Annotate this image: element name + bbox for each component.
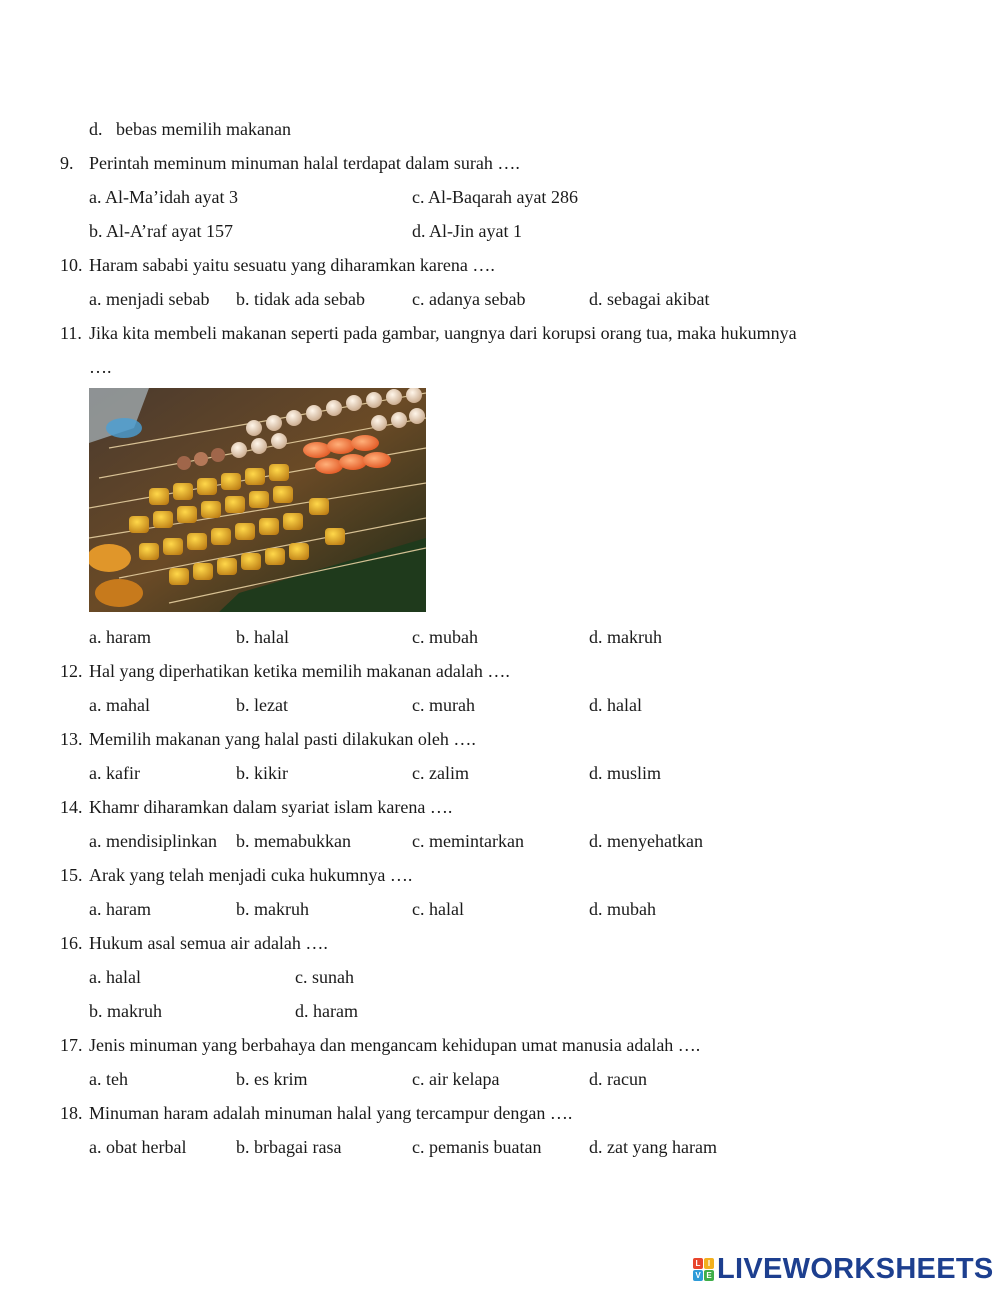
question-number: 15. <box>60 865 83 885</box>
question-text: Arak yang telah menjadi cuka hukumnya …. <box>89 865 413 885</box>
question-number: 17. <box>60 1035 83 1055</box>
q13-option-b[interactable]: b. kikir <box>236 763 288 783</box>
q13-option-d[interactable]: d. muslim <box>589 763 662 783</box>
q10-option-b[interactable]: b. tidak ada sebab <box>236 289 365 309</box>
q18-option-b[interactable]: b. brbagai rasa <box>236 1137 342 1157</box>
question-text: Minuman haram adalah minuman halal yang tercampur dengan …. <box>89 1103 573 1123</box>
q12-option-d[interactable]: d. halal <box>589 695 642 715</box>
question-text: Khamr diharamkan dalam syariat islam karena …. <box>89 797 453 817</box>
question-text: Jika kita membeli makanan seperti pada gambar, uangnya dari korupsi orang tua, maka hukumnya <box>89 323 797 343</box>
q15-option-c[interactable]: c. halal <box>412 899 464 919</box>
question-text: Hukum asal semua air adalah …. <box>89 933 328 953</box>
q18-option-a[interactable]: a. obat herbal <box>89 1137 187 1157</box>
q15-option-b[interactable]: b. makruh <box>236 899 309 919</box>
q10-option-d[interactable]: d. sebagai akibat <box>589 289 710 309</box>
question-number: 11. <box>60 323 82 343</box>
q12-option-a[interactable]: a. mahal <box>89 695 150 715</box>
question-text: Jenis minuman yang berbahaya dan mengancam kehidupan umat manusia adalah …. <box>89 1035 701 1055</box>
question-number: 14. <box>60 797 83 817</box>
q14-option-a[interactable]: a. mendisiplinkan <box>89 831 217 851</box>
q17-option-b[interactable]: b. es krim <box>236 1069 308 1089</box>
q15-option-a[interactable]: a. haram <box>89 899 151 919</box>
q8-option-d-label: d. <box>89 119 103 139</box>
q14-option-d[interactable]: d. menyehatkan <box>589 831 703 851</box>
question-number: 13. <box>60 729 83 749</box>
q14-option-c[interactable]: c. memintarkan <box>412 831 524 851</box>
question-text: Hal yang diperhatikan ketika memilih makanan adalah …. <box>89 661 510 681</box>
liveworksheets-logo-icon: L I V E <box>693 1258 714 1281</box>
q10-option-a[interactable]: a. menjadi sebab <box>89 289 210 309</box>
q16-option-d[interactable]: d. haram <box>295 1001 358 1021</box>
question-text: Perintah meminum minuman halal terdapat dalam surah …. <box>89 153 520 173</box>
q10-option-c[interactable]: c. adanya sebab <box>412 289 526 309</box>
question-number: 9. <box>60 153 74 173</box>
question-text: Haram sababi yaitu sesuatu yang diharamkan karena …. <box>89 255 495 275</box>
liveworksheets-logo[interactable] <box>693 1253 994 1285</box>
liveworksheets-logo-text: LIVEWORKSHEETS <box>717 1252 994 1285</box>
question-number: 10. <box>60 255 83 275</box>
q16-option-c[interactable]: c. sunah <box>295 967 354 987</box>
satay-skewers-image <box>89 388 426 612</box>
satay-skewers-photo <box>89 388 426 612</box>
q9-option-a[interactable]: a. Al-Ma’idah ayat 3 <box>89 187 238 207</box>
q8-option-d-text: bebas memilih makanan <box>116 119 291 139</box>
q18-option-d[interactable]: d. zat yang haram <box>589 1137 717 1157</box>
q17-option-d[interactable]: d. racun <box>589 1069 647 1089</box>
q14-option-b[interactable]: b. memabukkan <box>236 831 351 851</box>
q16-option-b[interactable]: b. makruh <box>89 1001 162 1021</box>
question-number: 18. <box>60 1103 83 1123</box>
q8-option-d[interactable] <box>89 118 291 140</box>
q16-option-a[interactable]: a. halal <box>89 967 141 987</box>
q15-option-d[interactable]: d. mubah <box>589 899 656 919</box>
q17-option-a[interactable]: a. teh <box>89 1069 128 1089</box>
q17-option-c[interactable]: c. air kelapa <box>412 1069 500 1089</box>
q11-option-d[interactable]: d. makruh <box>589 627 662 647</box>
q18-option-c[interactable]: c. pemanis buatan <box>412 1137 542 1157</box>
question-number: 16. <box>60 933 83 953</box>
q9-option-d[interactable]: d. Al-Jin ayat 1 <box>412 221 522 241</box>
q9-option-b[interactable]: b. Al-A’raf ayat 157 <box>89 221 233 241</box>
q12-option-b[interactable]: b. lezat <box>236 695 288 715</box>
question-number: 12. <box>60 661 83 681</box>
q11-option-c[interactable]: c. mubah <box>412 627 478 647</box>
question-text: Memilih makanan yang halal pasti dilakukan oleh …. <box>89 729 476 749</box>
q13-option-a[interactable]: a. kafir <box>89 763 140 783</box>
q12-option-c[interactable]: c. murah <box>412 695 475 715</box>
q13-option-c[interactable]: c. zalim <box>412 763 469 783</box>
q11-option-b[interactable]: b. halal <box>236 627 289 647</box>
q9-option-c[interactable]: c. Al-Baqarah ayat 286 <box>412 187 578 207</box>
question-11-ellipsis: …. <box>89 357 112 377</box>
q11-option-a[interactable]: a. haram <box>89 627 151 647</box>
